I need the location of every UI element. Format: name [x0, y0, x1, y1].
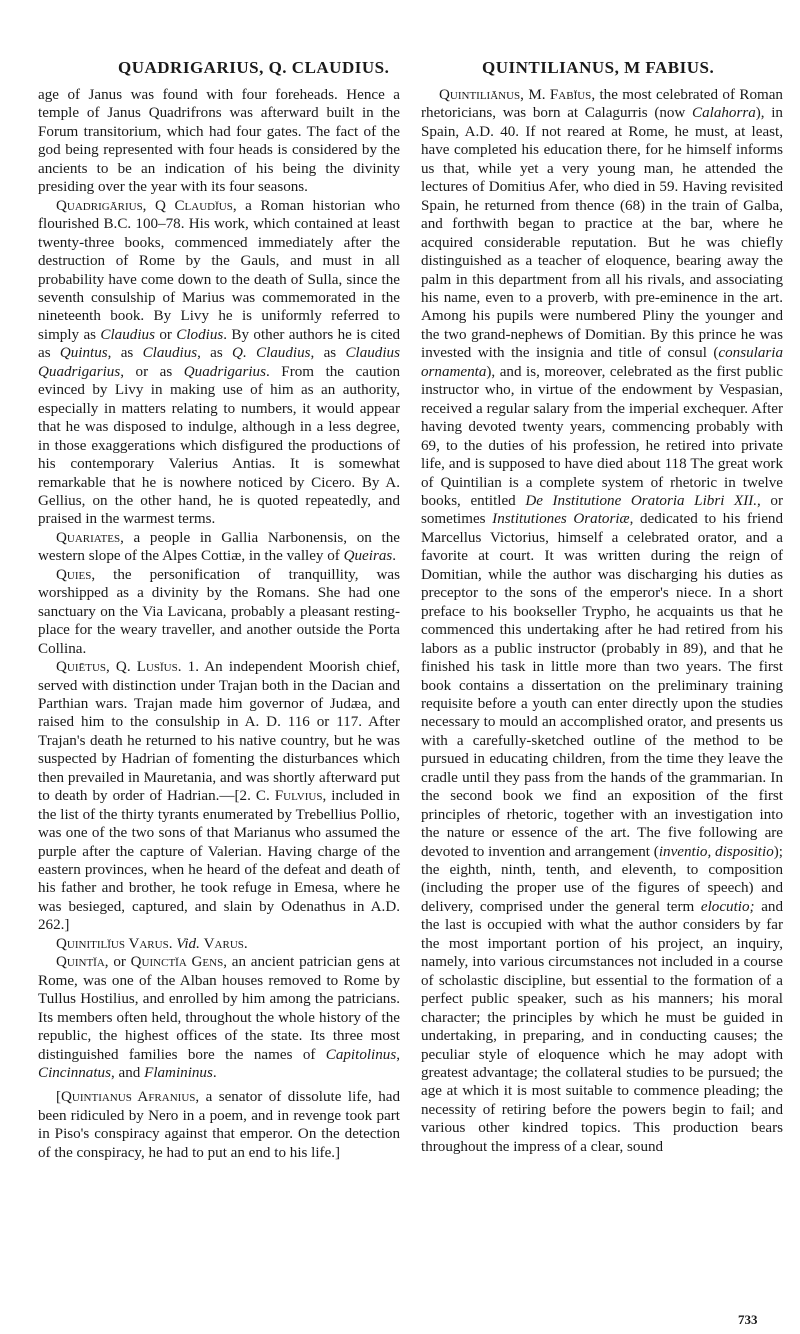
- name-italic: Claudius: [100, 326, 155, 343]
- entry-text: , an ancient patrician gens at Rome, was one of the Alban houses removed to Rome by Tullus Hostilius, and enrolled by him among the patricians. Its members often held, throughout the whole history of the republic, the highest offices of the state. Its three most distinguished families bore the names of: [38, 954, 400, 1063]
- entry-text: ), and is, moreover, celebrated as the first public instructor who, in virtue of the endowment by Vespasian, received a regular salary from the imperial exchequer. After having devoted twenty years, commencing probably with 69, to the duties of his profession, he retired into private life, and is supposed to have died about 118 The great work of Quintilian is a complete system of rhetoric in twelve books, entitled: [421, 363, 783, 509]
- entry-bracket: [: [56, 1089, 62, 1106]
- entry-text: , as: [107, 345, 143, 362]
- entry-headword: Quadrigārius, Q Claudĭus: [56, 197, 233, 214]
- name-italic: Quintus: [59, 345, 108, 362]
- running-head-left: QUADRIGARIUS, Q. CLAUDIUS.: [118, 58, 390, 77]
- cross-reference-target: Varus: [203, 935, 244, 952]
- entry-text: , or: [104, 954, 131, 971]
- entry-text: , the personification of tranquillity, was worshipped as a divinity by the Romans. She had one sanctuary on the Via Lavicana, probably a pleasant resting-place for the weary traveller, and another outside the Porta Collina.: [38, 566, 400, 657]
- entry-headword: Quies: [56, 566, 92, 583]
- entry-quies: [38, 566, 400, 658]
- entry-text: , a people in Gallia Narbonensis, on the western slope of the Alpes Cottiæ, in the valley of: [38, 529, 400, 565]
- entry-text: , or sometimes: [421, 492, 784, 528]
- entry-headword: Quintianus Afranius: [61, 1089, 196, 1106]
- entry-text: age of Janus was found with four foreheads. Hence a temple of Janus Quadrifrons was afterward built in the Forum transitorium, which had four gates. The fact of the god being represented with four heads is considered by the ancients to be an indication of his being the divinity presiding over the year with its four seasons.: [38, 87, 400, 196]
- entry-text: , included in the list of the thirty tyrants enumerated by Trebellius Pollio, was one of the two sons of that Marianus who assumed the purple after the capture of Valerian. Having charge of the eastern provinces, when he heard of the defeat and death of his father and brother, he took refuge in Emesa, where he was besieged, captured, and slain by Odenathus in A.D. 262.]: [38, 788, 400, 934]
- left-column: [38, 86, 400, 1162]
- entry-text: or: [154, 326, 177, 343]
- entry-headword: Quintiliānus, M. Fabĭus: [439, 87, 592, 103]
- entry-text: and the last is occupied with what the author considers by far the most important portion of his project, an inquiry, namely, into various circumstances not included in a course of scholastic discipline, but essential to the formation of a perfect public speaker, such as his manners; his moral character; the principles by which he must be guided in undertaking, in preparing, and in conducting causes; the peculiar style of eloquence which he may adopt with greatest advantage; the collateral studies to be pursued; the age at which it is most suitable to commence pleading; the necessity of retiring before the powers begin to fail; and various other kindred topics. This production bears throughout the impress of a clear, sound: [421, 898, 783, 1155]
- entry-text: , as: [197, 345, 233, 362]
- entry-janus-continued: [38, 86, 400, 197]
- entry-text: , and: [110, 1065, 145, 1082]
- name-italic: Q. Claudius: [232, 345, 311, 362]
- entry-quadrigarius: [38, 197, 400, 529]
- entry-text: . By other authors he is cited as: [38, 326, 400, 362]
- entry-quariates: [38, 529, 400, 566]
- work-title-italic: De Institutione Oratoria Libri XII.: [525, 492, 758, 509]
- entry-text: , a Roman historian who flourished B.C. 100–78. His work, which contained at least twenty-three books, commenced immediately after the destruction of Rome by the Gauls, and must in all probability have come down to the death of Sulla, since the seventh consulship of Marius was commemorated in the nineteenth book. By Livy he is uniformly referred to simply as: [38, 197, 401, 343]
- name-italic: Claudius Quadrigarius: [38, 345, 400, 380]
- entry-quintia: [38, 953, 400, 1082]
- entry-headword: Quintĭa: [56, 954, 105, 971]
- entry-text: , or as: [120, 363, 184, 380]
- family-italic: Cincinnatus: [38, 1065, 111, 1082]
- name-italic: Clodius: [176, 326, 224, 343]
- entry-headword-alt: Quinctĭa Gens: [130, 954, 224, 971]
- name-italic: Claudius: [142, 345, 198, 362]
- entry-text: . From the caution evinced by Livy in making use of him as an authority, especially in matters relating to numbers, it would appear that he was disposed to indulge, although in a less degree, in those exaggerations which disfigured the productions of his contemporary Valerius Antias. It is somewhat remarkable that he is nowhere noticed by Cicero. By A. Gellius, on the other hand, he is quoted repeatedly, and praised in the warmest terms.: [38, 363, 400, 528]
- term-italic: consularia ornamenta: [421, 345, 783, 380]
- entry-quietus: [38, 658, 400, 935]
- entry-quintianus: [38, 1088, 400, 1162]
- entry-text: .: [168, 935, 177, 952]
- family-italic: Flamininus: [144, 1065, 213, 1082]
- entry-quinitilius: [38, 935, 400, 953]
- entry-text: .: [212, 1065, 217, 1082]
- name-italic: Quadrigarius: [183, 363, 266, 380]
- entry-text: , as: [310, 345, 346, 362]
- cross-reference-label: Vid.: [176, 935, 200, 952]
- entry-headword: Quinitilĭus Varus: [56, 935, 169, 952]
- term-italic: inventio, dispositio: [658, 843, 774, 860]
- right-column: [421, 86, 783, 1156]
- entry-text: ); the eighth, ninth, tenth, and eleventh, to composition (including the proper use of the figures of speech) and delivery, comprised under the general term: [421, 843, 783, 915]
- entry-text: ), in Spain, A.D. 40. If not reared at Rome, he must, at least, have completed his education there, for he himself informs us that, while yet a very young man, he attended the lectures of Domitius Afer, who died in 59. Having revisited Spain, he returned from thence (68) in the train of Galba, and forthwith began to practice at the bar, where he acquired considerable reputation. But he was chiefly distinguished as a teacher of eloquence, bearing away the palm in this department from all his rivals, and associating his name, even to a proverb, with pre-eminence in the art. Among his pupils were numbered Pliny the younger and the two grand-nephews of Domitian. By this prince he was invested with the insignia and title of consul (: [421, 105, 783, 362]
- entry-text: ,: [396, 1046, 400, 1063]
- place-italic: Calahorra: [692, 105, 756, 122]
- entry-headword: Quiētus, Q. Lusĭus: [56, 659, 178, 676]
- entry-headword: Quariates: [56, 529, 121, 546]
- entry-text: , dedicated to his friend Marcellus Victorius, himself a celebrated orator, and a favorite at court. It was written during the reign of Domitian, while the author was discharging his duties as preceptor to the sons of the emperor's niece. In a short preface to his bookseller Trypho, he acquaints us that he commenced this undertaking after he had retired from his labors as a public instructor (probably in 89), and that he finished his task in little more than two years. The first book contains a dissertation on the preliminary training requisite before a youth can enter directly upon the studies necessary to mould an accomplished orator, and presents us with a carefully-sketched outline of the method to be pursued in educating children, from the time they leave the cradle until they pass from the hands of the grammarian. In the second book we find an exposition of the first principles of rhetoric, together with an investigation into the nature or essence of the art. The five following are devoted to invention and arrangement (: [421, 511, 783, 860]
- running-head-right: QUINTILIANUS, M FABIUS.: [482, 58, 715, 77]
- entry-subheadword: Fulvius: [274, 788, 323, 805]
- entry-quintilianus: [421, 86, 783, 1156]
- entry-text: .: [243, 935, 248, 952]
- term-italic: elocutio;: [700, 898, 755, 915]
- entry-text: . 1. An independent Moorish chief, served with distinction under Trajan both in the Dacian and Parthian wars. Trajan made him governor of Judæa, and raised him to the consulship in A. D. 116 or 117. After Trajan's death he returned to his native country, but he was suspected by Hadrian of fomenting the disturbances which then prevailed in Mauretania, and was shortly afterward put to death by order of Hadrian.—[2. C.: [38, 659, 401, 805]
- work-title-italic: Institutiones Oratoriæ: [492, 511, 630, 528]
- page-number: 733: [738, 1312, 758, 1327]
- entry-text: , a senator of dissolute life, had been ridiculed by Nero in a poem, and in revenge took part in Piso's conspiracy against that emperor. On the detection of the conspiracy, he had to put an end to his life.]: [38, 1089, 400, 1161]
- entry-text: , the most celebrated of Roman rhetoricians, was born at Calagurris (now: [421, 87, 783, 122]
- place-italic: Queiras: [343, 548, 393, 565]
- entry-text: .: [392, 548, 397, 565]
- family-italic: Capitolinus: [325, 1046, 397, 1063]
